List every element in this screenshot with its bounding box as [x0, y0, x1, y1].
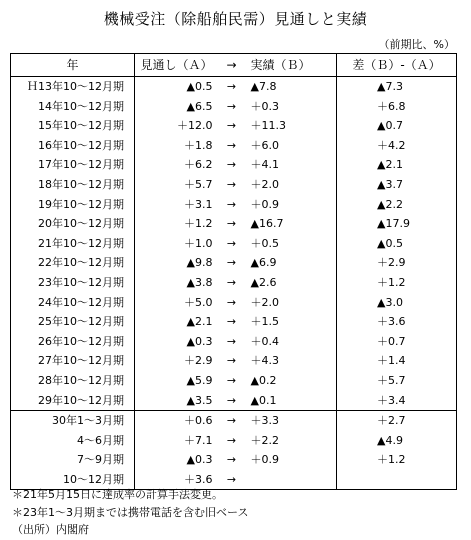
table-row: [11, 195, 457, 215]
row-forecast: ▲3.5: [186, 393, 213, 407]
row-year: 20年10～12月期: [11, 214, 135, 234]
row-diff: ＋0.7: [377, 334, 406, 348]
row-actual: ▲0.2: [249, 371, 337, 391]
row-forecast: ▲6.5: [186, 99, 213, 113]
row-actual: ＋2.0: [249, 175, 337, 195]
row-year: 17年10～12月期: [11, 155, 135, 175]
orders-table: [10, 53, 457, 490]
table-row: [11, 431, 457, 451]
table-row: [11, 155, 457, 175]
row-diff: ▲2.1: [377, 158, 403, 172]
row-actual: ▲6.9: [249, 253, 337, 273]
row-year: Ｈ13年10～12月期: [11, 77, 135, 97]
header-forecast: 見通し（Ａ）: [135, 54, 215, 77]
row-forecast: ▲9.8: [186, 256, 213, 270]
row-actual: ＋0.4: [249, 332, 337, 352]
row-arrow: →: [226, 295, 237, 309]
row-arrow: →: [226, 99, 237, 113]
row-arrow: →: [226, 177, 237, 191]
table-row: [11, 97, 457, 117]
table-row: [11, 312, 457, 332]
row-actual: ＋0.3: [249, 97, 337, 117]
row-arrow: →: [215, 411, 249, 431]
row-diff: ＋1.2: [377, 453, 406, 467]
row-year: 14年10～12月期: [11, 97, 135, 117]
row-forecast: ＋1.2: [184, 217, 213, 231]
row-diff: ▲3.7: [377, 177, 403, 191]
row-year: 19年10～12月期: [11, 195, 135, 215]
row-forecast: ＋0.6: [135, 411, 215, 431]
row-arrow: →: [226, 236, 237, 250]
header-year: 年: [11, 54, 135, 77]
row-year: 22年10～12月期: [11, 253, 135, 273]
table-row: [11, 234, 457, 254]
table-row: [11, 175, 457, 195]
header-diff: 差（Ｂ）-（Ａ）: [337, 54, 457, 77]
row-diff: ▲2.2: [377, 197, 403, 211]
row-actual: ＋4.1: [249, 155, 337, 175]
row-forecast: ＋5.0: [184, 295, 213, 309]
table-row: [11, 136, 457, 156]
row-actual: ＋0.9: [249, 450, 337, 470]
row-arrow: →: [226, 393, 237, 407]
note-2: ＊23年1～3月期までは携帯電話を含む旧ベース: [12, 505, 249, 519]
row-arrow: →: [226, 275, 237, 289]
table-row: [11, 293, 457, 313]
row-actual: ▲2.6: [249, 273, 337, 293]
row-year: 28年10～12月期: [11, 371, 135, 391]
table-row: [11, 332, 457, 352]
row-actual: ▲7.8: [249, 77, 337, 97]
row-diff: ＋2.7: [337, 411, 457, 431]
row-forecast: ＋5.7: [184, 177, 213, 191]
table-row: [11, 450, 457, 470]
row-arrow: →: [226, 119, 237, 133]
row-year: 15年10～12月期: [11, 116, 135, 136]
row-diff: ▲3.0: [377, 295, 403, 309]
row-forecast: ▲0.3: [186, 453, 213, 467]
row-actual: ＋11.3: [249, 116, 337, 136]
row-year: 18年10～12月期: [11, 175, 135, 195]
row-actual: ＋2.0: [249, 293, 337, 313]
note-1: ＊21年5月15日に達成率の計算手法変更。: [12, 488, 223, 501]
row-actual: ＋4.3: [249, 351, 337, 371]
row-diff: [337, 470, 457, 490]
row-diff: ▲0.7: [377, 119, 403, 133]
row-year: 16年10～12月期: [11, 136, 135, 156]
row-forecast: ▲0.5: [186, 80, 213, 93]
row-forecast: ＋1.8: [184, 138, 213, 152]
row-arrow: →: [226, 472, 237, 486]
row-year: 26年10～12月期: [11, 332, 135, 352]
row-actual: ＋3.3: [249, 411, 337, 431]
row-forecast: ＋2.9: [184, 354, 213, 368]
row-year: 27年10～12月期: [11, 351, 135, 371]
table-row: [11, 391, 457, 411]
row-year: 7～9月期: [11, 450, 135, 470]
row-arrow: →: [226, 334, 237, 348]
row-diff: ＋5.7: [377, 373, 406, 387]
row-arrow: →: [226, 453, 237, 467]
row-arrow: →: [226, 373, 237, 387]
row-arrow: →: [226, 256, 237, 270]
source-note: （出所）内閣府: [12, 523, 89, 536]
table-header-row: [11, 54, 457, 77]
row-arrow: →: [226, 138, 237, 152]
table-row: [11, 77, 457, 97]
table-row: [11, 116, 457, 136]
row-actual: ＋2.2: [249, 431, 337, 451]
row-year: 25年10～12月期: [11, 312, 135, 332]
header-arrow: →: [215, 54, 249, 77]
row-actual: ＋1.5: [249, 312, 337, 332]
notes: [12, 486, 248, 539]
row-forecast: ＋3.1: [184, 197, 213, 211]
row-actual: ＋0.5: [249, 234, 337, 254]
row-year: 10～12月期: [11, 470, 135, 490]
row-forecast: ▲5.9: [186, 373, 213, 387]
table-row: [11, 351, 457, 371]
table-row: [11, 411, 457, 431]
row-actual: ＋0.9: [249, 195, 337, 215]
row-diff: ＋3.6: [377, 315, 406, 329]
row-forecast: ＋1.0: [184, 236, 213, 250]
row-forecast: ▲2.1: [186, 315, 213, 329]
row-year: 4～6月期: [11, 431, 135, 451]
row-arrow: →: [226, 80, 237, 93]
row-year: 30年1～3月期: [11, 411, 135, 431]
row-forecast: ＋6.2: [184, 158, 213, 172]
row-arrow: →: [226, 354, 237, 368]
row-forecast: ＋7.1: [184, 433, 213, 447]
table-row: [11, 214, 457, 234]
row-diff: ＋1.4: [377, 354, 406, 368]
row-arrow: →: [226, 197, 237, 211]
row-arrow: →: [226, 158, 237, 172]
row-year: 24年10～12月期: [11, 293, 135, 313]
row-arrow: →: [226, 315, 237, 329]
row-diff: ▲4.9: [377, 433, 403, 447]
row-diff: ＋3.4: [377, 393, 406, 407]
row-year: 21年10～12月期: [11, 234, 135, 254]
table-row: [11, 371, 457, 391]
row-actual: ▲16.7: [249, 214, 337, 234]
unit-label: （前期比、%）: [378, 38, 455, 51]
row-actual: ▲0.1: [249, 391, 337, 411]
row-forecast: ▲0.3: [186, 334, 213, 348]
row-diff: ▲17.9: [377, 217, 410, 231]
row-year: 29年10～12月期: [11, 391, 135, 411]
header-actual: 実績（Ｂ）: [249, 54, 337, 77]
table-row: [11, 273, 457, 293]
row-diff: ▲7.3: [377, 80, 403, 93]
row-forecast: ＋3.6: [184, 472, 213, 486]
row-forecast: ▲3.8: [186, 275, 213, 289]
row-diff: ＋6.8: [377, 99, 406, 113]
row-actual: [249, 470, 337, 490]
row-diff: ＋2.9: [377, 256, 406, 270]
row-year: 23年10～12月期: [11, 273, 135, 293]
row-forecast: ＋12.0: [177, 119, 213, 133]
table-row: [11, 253, 457, 273]
row-diff: ▲0.5: [377, 236, 403, 250]
row-arrow: →: [226, 433, 237, 447]
row-diff: ＋4.2: [377, 138, 406, 152]
page-title: 機械受注（除船舶民需）見通しと実績: [103, 10, 368, 28]
row-actual: ＋6.0: [249, 136, 337, 156]
row-diff: ＋1.2: [377, 275, 406, 289]
row-arrow: →: [226, 217, 237, 231]
